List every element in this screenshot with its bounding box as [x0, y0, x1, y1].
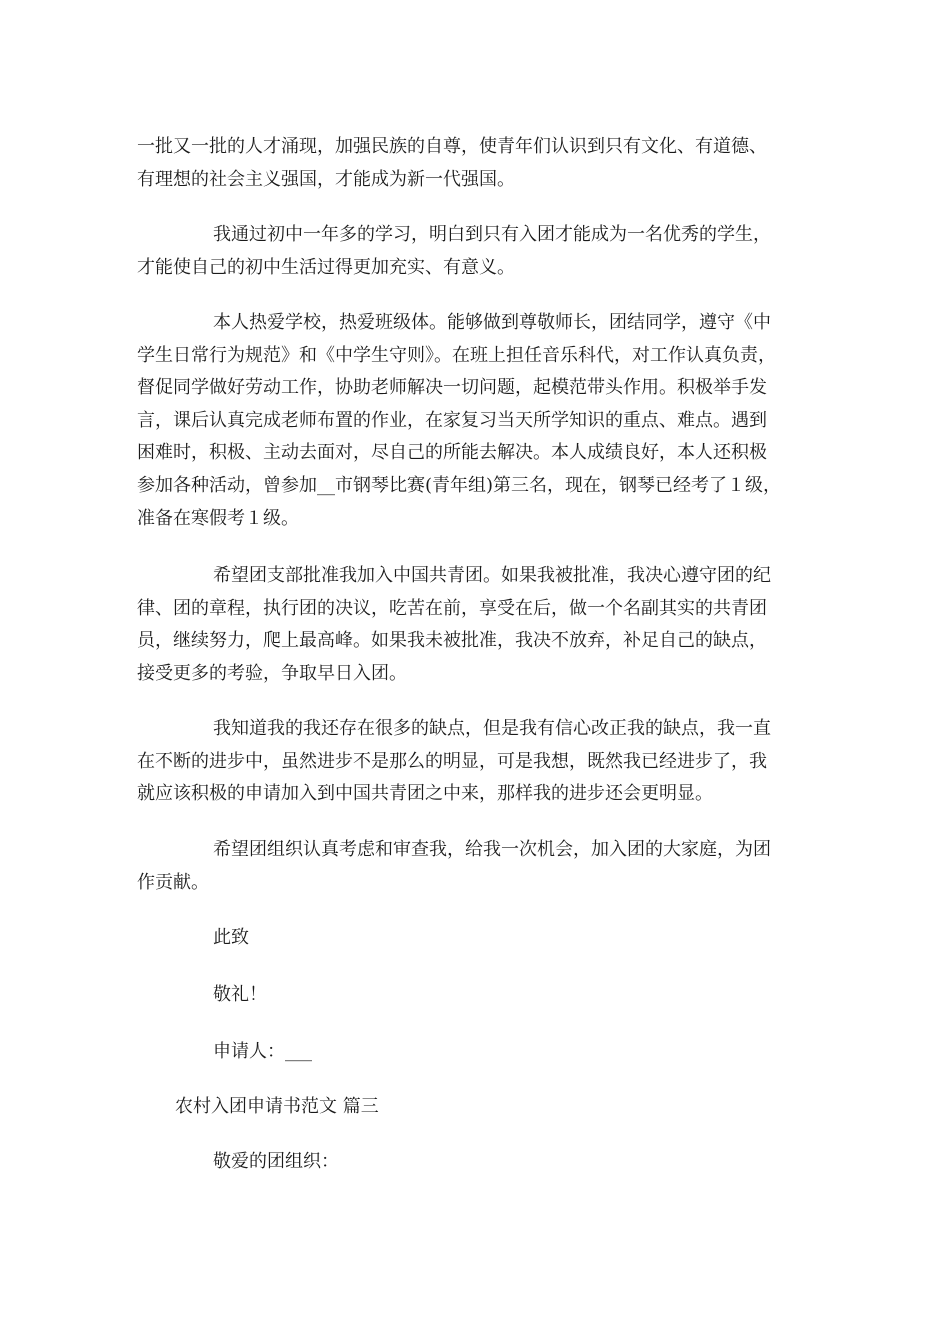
text-line: 学生日常行为规范》和《中学生守则》。在班上担任音乐科代，对工作认真负责，	[137, 344, 776, 366]
text-line: 作贡献。	[137, 871, 209, 893]
text-line: 律、团的章程，执行团的决议，吃苦在前，享受在后，做一个名副其实的共青团	[137, 597, 767, 619]
text-line: 言，课后认真完成老师布置的作业，在家复习当天所学知识的重点、难点。遇到	[137, 409, 767, 431]
text-line: 就应该积极的申请加入到中国共青团之中来，那样我的进步还会更明显。	[137, 783, 713, 805]
text-line: 希望团支部批准我加入中国共青团。如果我被批准，我决心遵守团的纪	[213, 565, 771, 586]
text-line: 督促同学做好劳动工作，协助老师解决一切问题，起模范带头作用。积极举手发	[137, 377, 767, 399]
text-line: 困难时，积极、主动去面对，尽自己的所能去解决。本人成绩良好，本人还积极	[137, 442, 767, 464]
paragraph-4	[137, 560, 817, 690]
closing-respect: 敬礼！	[213, 984, 267, 1005]
text-line: 接受更多的考验，争取早日入团。	[137, 662, 407, 684]
section-greeting: 敬爱的团组织：	[213, 1151, 339, 1172]
section-title: 农村入团申请书范文 篇三	[175, 1096, 379, 1117]
text-line: 才能使自己的初中生活过得更加充实、有意义。	[137, 256, 515, 278]
text-line: 希望团组织认真考虑和审查我，给我一次机会，加入团的大家庭，为团	[213, 839, 771, 860]
text-line: 本人热爱学校，热爱班级体。能够做到尊敬师长，团结同学，遵守《中	[213, 312, 771, 333]
text-line: 我知道我的我还存在很多的缺点，但是我有信心改正我的缺点，我一直	[213, 718, 771, 739]
text-line: 准备在寒假考１级。	[137, 507, 299, 529]
paragraph-1	[137, 131, 817, 196]
text-line: 我通过初中一年多的学习，明白到只有入团才能成为一名优秀的学生，	[213, 224, 771, 245]
paragraph-5	[137, 713, 817, 811]
paragraph-3	[137, 307, 817, 535]
text-line: 一批又一批的人才涌现，加强民族的自尊，使青年们认识到只有文化、有道德、	[137, 136, 767, 157]
text-line: 在不断的进步中，虽然进步不是那么的明显，可是我想，既然我已经进步了，我	[137, 750, 767, 772]
text-line: 有理想的社会主义强国，才能成为新一代强国。	[137, 168, 515, 190]
paragraph-6	[137, 834, 817, 899]
paragraph-2	[137, 219, 817, 284]
text-line: 参加各种活动，曾参加__市钢琴比赛(青年组)第三名，现在，钢琴已经考了１级，	[137, 474, 782, 496]
applicant-signature: 申请人：___	[213, 1041, 312, 1062]
text-line: 员，继续努力，爬上最高峰。如果我未被批准，我决不放弃，补足自己的缺点，	[137, 630, 767, 652]
closing-salutation: 此致	[213, 927, 249, 948]
